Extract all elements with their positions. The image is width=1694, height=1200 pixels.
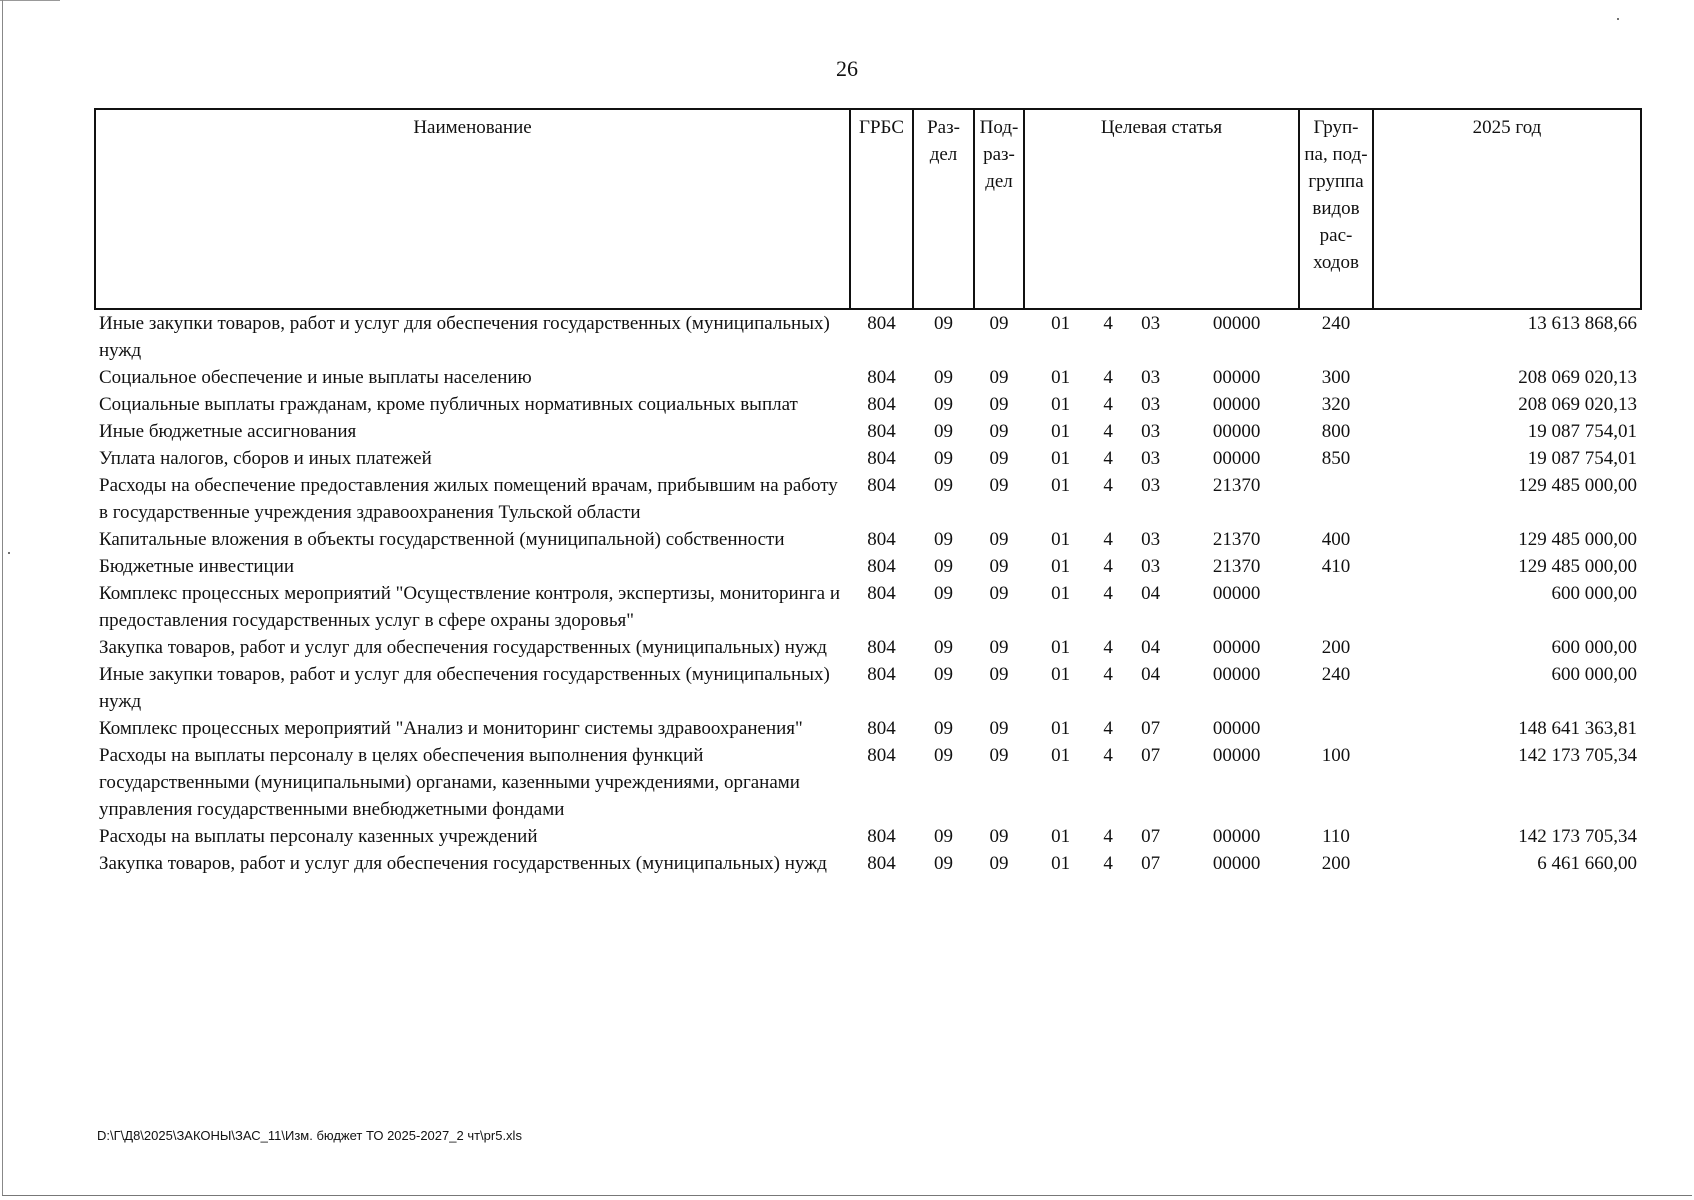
row-target-article	[1024, 553, 1299, 580]
row-grbs: 804	[867, 718, 896, 739]
header-grbs: ГРБС	[850, 109, 913, 309]
target-type: 4	[1103, 448, 1113, 469]
row-expense-group: 240	[1321, 313, 1351, 334]
row-expense-group: 320	[1321, 394, 1351, 415]
target-program: 01	[1051, 367, 1071, 388]
row-podrazdel: 09	[989, 718, 1009, 739]
row-podrazdel: 09	[989, 583, 1009, 604]
row-podrazdel: 09	[989, 367, 1009, 388]
table-row	[95, 418, 1641, 445]
row-target-article	[1024, 309, 1299, 364]
row-expense-group: 200	[1321, 853, 1351, 874]
target-direction: 21370	[1212, 556, 1261, 577]
row-amount-2025: 129 485 000,00	[1518, 475, 1637, 496]
row-podrazdel: 09	[989, 313, 1009, 334]
target-program: 01	[1051, 637, 1071, 658]
row-grbs: 804	[867, 556, 896, 577]
row-expense-group: 850	[1321, 448, 1351, 469]
target-complex: 07	[1141, 853, 1161, 874]
target-direction: 00000	[1212, 826, 1261, 847]
target-complex: 07	[1141, 745, 1161, 766]
target-type: 4	[1103, 475, 1113, 496]
row-grbs: 804	[867, 394, 896, 415]
row-target-article	[1024, 445, 1299, 472]
table-header	[95, 109, 1641, 309]
scan-speck	[8, 552, 10, 554]
target-direction: 00000	[1212, 853, 1261, 874]
row-podrazdel: 09	[989, 853, 1009, 874]
target-program: 01	[1051, 745, 1071, 766]
target-complex: 03	[1141, 475, 1161, 496]
row-grbs: 804	[867, 448, 896, 469]
target-type: 4	[1103, 556, 1113, 577]
header-target-article: Целевая статья	[1024, 109, 1299, 309]
scan-speck	[1617, 18, 1619, 20]
table-row	[95, 715, 1641, 742]
row-target-article	[1024, 661, 1299, 715]
row-grbs: 804	[867, 475, 896, 496]
target-type: 4	[1103, 853, 1113, 874]
target-complex: 04	[1141, 637, 1161, 658]
row-amount-2025: 19 087 754,01	[1527, 448, 1637, 469]
row-podrazdel: 09	[989, 745, 1009, 766]
row-podrazdel: 09	[989, 637, 1009, 658]
target-program: 01	[1051, 853, 1071, 874]
target-type: 4	[1103, 529, 1113, 550]
row-name: Уплата налогов, сборов и иных платежей	[99, 448, 432, 469]
row-name: Иные закупки товаров, работ и услуг для обеспечения государственных (муниципальных) нужд	[99, 664, 830, 712]
target-direction: 00000	[1212, 394, 1261, 415]
target-direction: 21370	[1212, 529, 1261, 550]
target-complex: 03	[1141, 556, 1161, 577]
table-row	[95, 742, 1641, 823]
table-row	[95, 850, 1641, 877]
target-program: 01	[1051, 826, 1071, 847]
row-razdel: 09	[934, 448, 953, 469]
target-type: 4	[1103, 745, 1113, 766]
row-razdel: 09	[934, 475, 953, 496]
table-row	[95, 553, 1641, 580]
row-target-article	[1024, 634, 1299, 661]
scan-edge-left	[2, 0, 3, 1196]
row-razdel: 09	[934, 367, 953, 388]
row-target-article	[1024, 850, 1299, 877]
row-name: Капитальные вложения в объекты государственной (муниципальной) собственности	[99, 529, 785, 550]
row-target-article	[1024, 580, 1299, 634]
row-expense-group	[1299, 715, 1373, 742]
page-number: 26	[836, 56, 858, 81]
target-complex: 03	[1141, 313, 1161, 334]
row-grbs: 804	[867, 637, 896, 658]
target-complex: 03	[1141, 529, 1161, 550]
target-program: 01	[1051, 421, 1071, 442]
table-row	[95, 661, 1641, 715]
row-expense-group	[1299, 580, 1373, 634]
target-program: 01	[1051, 475, 1071, 496]
row-grbs: 804	[867, 853, 896, 874]
row-amount-2025: 148 641 363,81	[1518, 718, 1637, 739]
row-target-article	[1024, 472, 1299, 526]
header-name: Наименование	[95, 109, 850, 309]
row-razdel: 09	[934, 529, 953, 550]
target-complex: 03	[1141, 421, 1161, 442]
header-expense-group: Груп- па, под- группа видов рас- ходов	[1299, 109, 1373, 309]
target-direction: 00000	[1212, 583, 1261, 604]
target-direction: 00000	[1212, 448, 1261, 469]
target-direction: 00000	[1212, 367, 1261, 388]
row-amount-2025: 142 173 705,34	[1518, 826, 1637, 847]
target-type: 4	[1103, 664, 1113, 685]
row-name: Расходы на выплаты персоналу казенных учреждений	[99, 826, 538, 847]
target-type: 4	[1103, 367, 1113, 388]
row-razdel: 09	[934, 826, 953, 847]
row-grbs: 804	[867, 529, 896, 550]
row-amount-2025: 142 173 705,34	[1518, 745, 1637, 766]
target-type: 4	[1103, 583, 1113, 604]
table-row	[95, 526, 1641, 553]
row-amount-2025: 19 087 754,01	[1527, 421, 1637, 442]
file-path-footer: D:\Г\Д8\2025\ЗАКОНЫ\ЗАС_11\Изм. бюджет ТО 2025-2027_2 чт\pr5.xls	[97, 1128, 522, 1143]
row-target-article	[1024, 742, 1299, 823]
scan-edge-top	[0, 0, 60, 1]
row-grbs: 804	[867, 745, 896, 766]
table-row	[95, 472, 1641, 526]
row-razdel: 09	[934, 664, 953, 685]
row-grbs: 804	[867, 826, 896, 847]
target-program: 01	[1051, 529, 1071, 550]
target-direction: 00000	[1212, 745, 1261, 766]
target-direction: 00000	[1212, 718, 1261, 739]
row-expense-group: 200	[1321, 637, 1351, 658]
target-complex: 04	[1141, 583, 1161, 604]
target-type: 4	[1103, 718, 1113, 739]
row-podrazdel: 09	[989, 448, 1009, 469]
row-target-article	[1024, 364, 1299, 391]
target-complex: 04	[1141, 664, 1161, 685]
row-razdel: 09	[934, 313, 953, 334]
row-amount-2025: 13 613 868,66	[1527, 313, 1637, 334]
table-row	[95, 823, 1641, 850]
row-name: Комплекс процессных мероприятий "Анализ и мониторинг системы здравоохранения"	[99, 718, 803, 739]
target-type: 4	[1103, 637, 1113, 658]
row-razdel: 09	[934, 421, 953, 442]
row-name: Бюджетные инвестиции	[99, 556, 295, 577]
row-amount-2025: 129 485 000,00	[1518, 529, 1637, 550]
row-podrazdel: 09	[989, 529, 1009, 550]
table-row	[95, 364, 1641, 391]
row-target-article	[1024, 526, 1299, 553]
row-grbs: 804	[867, 583, 896, 604]
budget-table	[94, 108, 1642, 877]
target-complex: 07	[1141, 826, 1161, 847]
target-program: 01	[1051, 394, 1071, 415]
target-program: 01	[1051, 583, 1071, 604]
row-target-article	[1024, 418, 1299, 445]
row-expense-group: 400	[1321, 529, 1351, 550]
row-name: Комплекс процессных мероприятий "Осуществление контроля, экспертизы, мониторинга и предоставления государственных услуг в сфере охраны здоровья"	[99, 583, 840, 631]
row-expense-group: 240	[1321, 664, 1351, 685]
row-razdel: 09	[934, 394, 953, 415]
header-year: 2025 год	[1373, 109, 1641, 309]
row-razdel: 09	[934, 637, 953, 658]
row-grbs: 804	[867, 313, 896, 334]
target-type: 4	[1103, 826, 1113, 847]
row-target-article	[1024, 715, 1299, 742]
row-amount-2025: 600 000,00	[1551, 637, 1637, 658]
target-type: 4	[1103, 394, 1113, 415]
row-expense-group	[1299, 472, 1373, 526]
target-program: 01	[1051, 718, 1071, 739]
row-name: Иные закупки товаров, работ и услуг для обеспечения государственных (муниципальных) нужд	[99, 313, 830, 361]
row-grbs: 804	[867, 664, 896, 685]
table-row	[95, 445, 1641, 472]
header-podrazdel: Под- раз- дел	[974, 109, 1024, 309]
table-row	[95, 634, 1641, 661]
row-razdel: 09	[934, 718, 953, 739]
row-name: Социальные выплаты гражданам, кроме публичных нормативных социальных выплат	[99, 394, 798, 415]
row-amount-2025: 208 069 020,13	[1518, 394, 1637, 415]
row-expense-group: 800	[1321, 421, 1351, 442]
row-amount-2025: 6 461 660,00	[1537, 853, 1637, 874]
row-razdel: 09	[934, 556, 953, 577]
table-row	[95, 580, 1641, 634]
table-row	[95, 391, 1641, 418]
row-podrazdel: 09	[989, 556, 1009, 577]
target-complex: 07	[1141, 718, 1161, 739]
target-direction: 00000	[1212, 664, 1261, 685]
row-name: Закупка товаров, работ и услуг для обеспечения государственных (муниципальных) нужд	[99, 853, 827, 874]
row-name: Расходы на обеспечение предоставления жилых помещений врачам, прибывшим на работу в государственные учреждения здравоохранения Тульской области	[99, 475, 838, 523]
target-program: 01	[1051, 313, 1071, 334]
target-complex: 03	[1141, 448, 1161, 469]
table-row	[95, 309, 1641, 364]
row-podrazdel: 09	[989, 394, 1009, 415]
row-amount-2025: 129 485 000,00	[1518, 556, 1637, 577]
target-direction: 00000	[1212, 313, 1261, 334]
target-program: 01	[1051, 664, 1071, 685]
target-type: 4	[1103, 313, 1113, 334]
row-grbs: 804	[867, 421, 896, 442]
target-complex: 03	[1141, 394, 1161, 415]
row-razdel: 09	[934, 583, 953, 604]
row-expense-group: 300	[1321, 367, 1351, 388]
row-podrazdel: 09	[989, 664, 1009, 685]
target-program: 01	[1051, 556, 1071, 577]
target-type: 4	[1103, 421, 1113, 442]
row-amount-2025: 208 069 020,13	[1518, 367, 1637, 388]
target-direction: 00000	[1212, 637, 1261, 658]
scan-edge-bottom	[2, 1195, 1692, 1196]
row-razdel: 09	[934, 853, 953, 874]
target-direction: 21370	[1212, 475, 1261, 496]
target-program: 01	[1051, 448, 1071, 469]
row-expense-group: 100	[1321, 745, 1351, 766]
target-complex: 03	[1141, 367, 1161, 388]
header-razdel: Раз- дел	[913, 109, 974, 309]
row-razdel: 09	[934, 745, 953, 766]
row-name: Закупка товаров, работ и услуг для обеспечения государственных (муниципальных) нужд	[99, 637, 827, 658]
table-body	[95, 309, 1641, 877]
target-direction: 00000	[1212, 421, 1261, 442]
row-podrazdel: 09	[989, 475, 1009, 496]
row-expense-group: 110	[1322, 826, 1350, 847]
row-name: Расходы на выплаты персоналу в целях обеспечения выполнения функций государственными (муниципальными) органами, казенными учреждениями, органами управления государственными внебюджетными фондами	[99, 745, 800, 820]
row-amount-2025: 600 000,00	[1551, 664, 1637, 685]
row-podrazdel: 09	[989, 826, 1009, 847]
row-name: Иные бюджетные ассигнования	[99, 421, 357, 442]
row-amount-2025: 600 000,00	[1551, 583, 1637, 604]
row-grbs: 804	[867, 367, 896, 388]
row-expense-group: 410	[1321, 556, 1351, 577]
row-target-article	[1024, 823, 1299, 850]
row-name: Социальное обеспечение и иные выплаты населению	[99, 367, 532, 388]
row-target-article	[1024, 391, 1299, 418]
row-podrazdel: 09	[989, 421, 1009, 442]
